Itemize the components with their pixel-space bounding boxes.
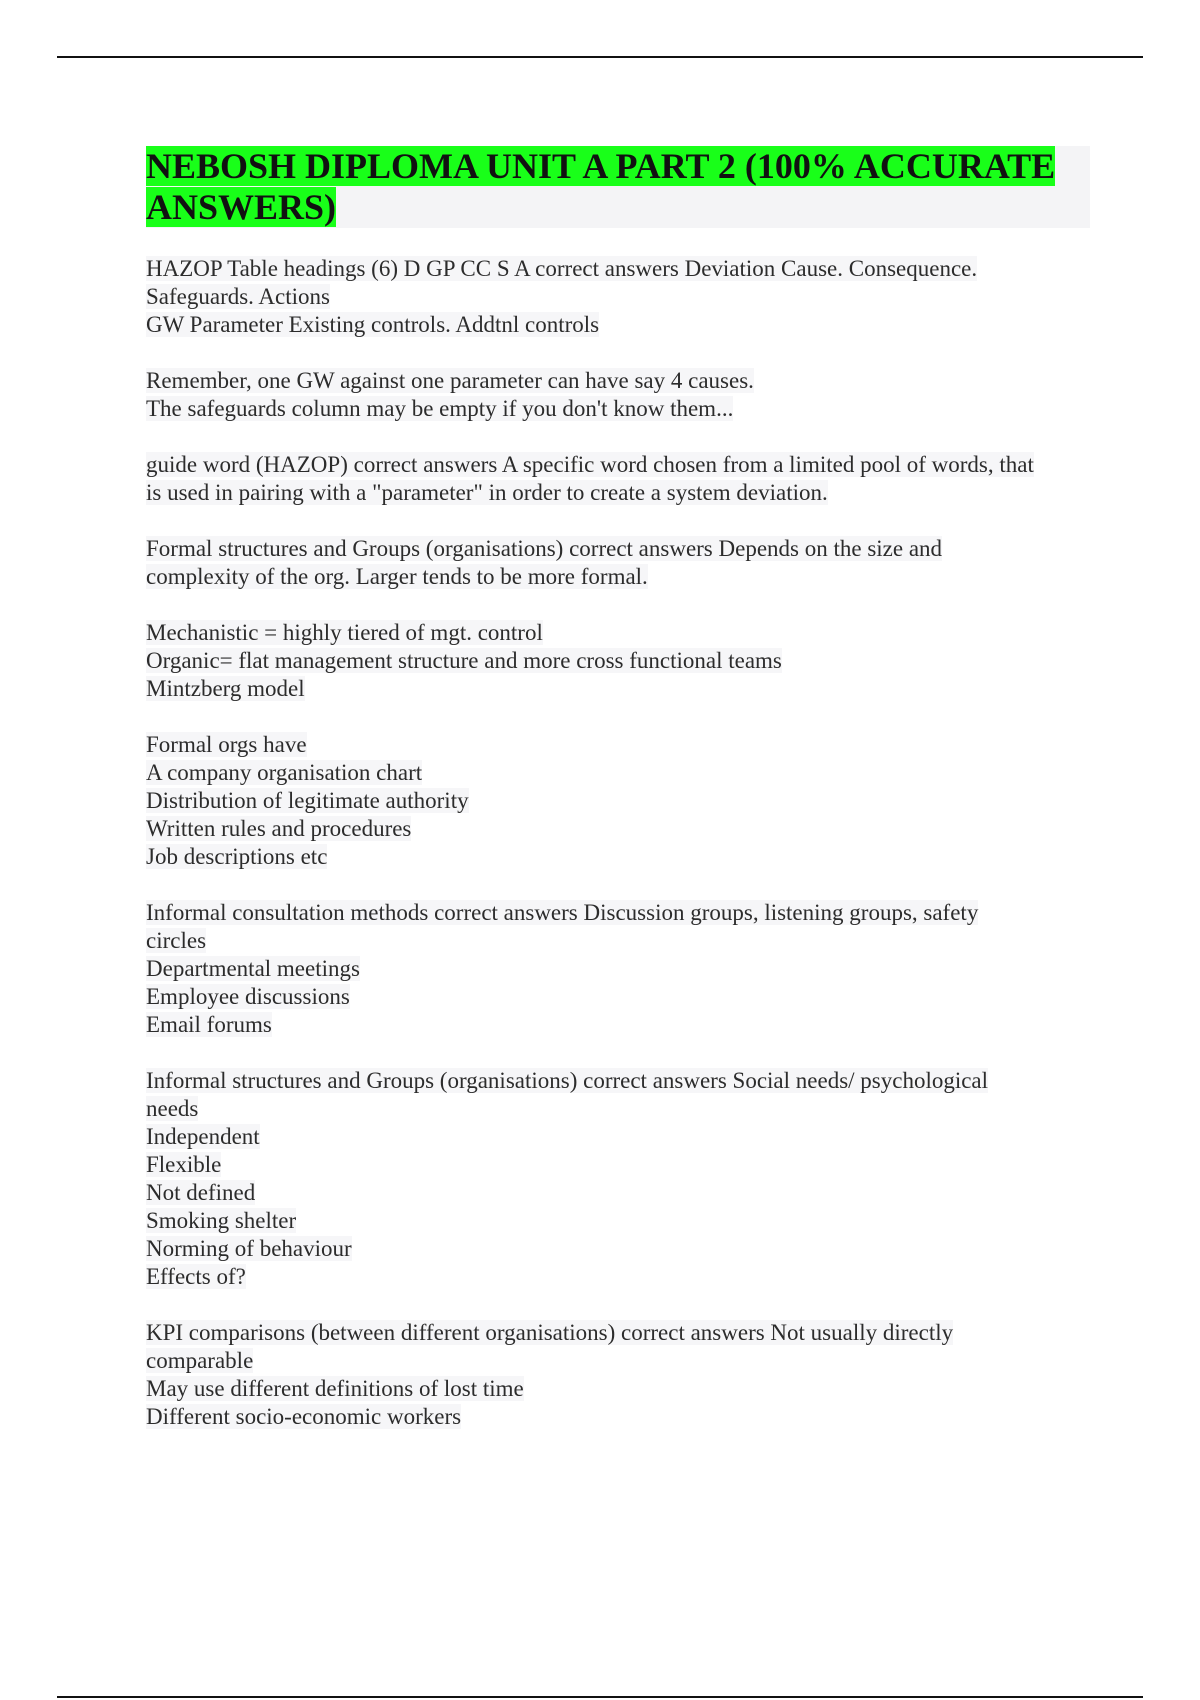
text-line: complexity of the org. Larger tends to be more formal. bbox=[146, 564, 648, 589]
text-line: Mechanistic = highly tiered of mgt. control bbox=[146, 620, 543, 645]
text-line: Remember, one GW against one parameter can have say 4 causes. bbox=[146, 368, 754, 393]
text-line: guide word (HAZOP) correct answers A specific word chosen from a limited pool of words, that bbox=[146, 452, 1034, 477]
paragraph-formal-structures bbox=[146, 535, 1086, 591]
text-line: is used in pairing with a "parameter" in order to create a system deviation. bbox=[146, 480, 828, 505]
text-line: Mintzberg model bbox=[146, 676, 305, 701]
text-line: GW Parameter Existing controls. Addtnl controls bbox=[146, 312, 600, 337]
paragraph-gw-note bbox=[146, 367, 1086, 423]
paragraph-guide-word bbox=[146, 451, 1086, 507]
text-line: Distribution of legitimate authority bbox=[146, 788, 469, 813]
text-line: Employee discussions bbox=[146, 984, 350, 1009]
text-line: Written rules and procedures bbox=[146, 816, 412, 841]
text-line: HAZOP Table headings (6) D GP CC S A correct answers Deviation Cause. Consequence. bbox=[146, 256, 978, 281]
text-line: KPI comparisons (between different organisations) correct answers Not usually directly bbox=[146, 1320, 954, 1345]
text-line: Job descriptions etc bbox=[146, 844, 328, 869]
text-line: Independent bbox=[146, 1124, 260, 1149]
document-title: NEBOSH DIPLOMA UNIT A PART 2 (100% ACCURATE ANSWERS) bbox=[146, 146, 1056, 227]
paragraph-informal-structures bbox=[146, 1067, 1086, 1291]
text-line: Departmental meetings bbox=[146, 956, 360, 981]
text-line: Informal consultation methods correct answers Discussion groups, listening groups, safety bbox=[146, 900, 979, 925]
text-line: Flexible bbox=[146, 1152, 222, 1177]
document-body bbox=[146, 255, 1086, 1459]
text-line: Smoking shelter bbox=[146, 1208, 297, 1233]
paragraph-kpi-comparisons bbox=[146, 1319, 1086, 1431]
text-line: Formal structures and Groups (organisations) correct answers Depends on the size and bbox=[146, 536, 943, 561]
paragraph-formal-orgs bbox=[146, 731, 1086, 871]
text-line: Not defined bbox=[146, 1180, 256, 1205]
text-line: Email forums bbox=[146, 1012, 272, 1037]
footer-rule bbox=[57, 1696, 1143, 1698]
text-line: comparable bbox=[146, 1348, 254, 1373]
text-line: May use different definitions of lost time bbox=[146, 1376, 524, 1401]
paragraph-hazop-headings bbox=[146, 255, 1086, 339]
text-line: Formal orgs have bbox=[146, 732, 307, 757]
text-line: The safeguards column may be empty if you don't know them... bbox=[146, 396, 734, 421]
text-line: Informal structures and Groups (organisations) correct answers Social needs/ psychological bbox=[146, 1068, 989, 1093]
text-line: Organic= flat management structure and more cross functional teams bbox=[146, 648, 782, 673]
paragraph-informal-consultation bbox=[146, 899, 1086, 1039]
text-line: circles bbox=[146, 928, 207, 953]
text-line: Norming of behaviour bbox=[146, 1236, 352, 1261]
title-block bbox=[146, 146, 1090, 228]
text-line: Safeguards. Actions bbox=[146, 284, 330, 309]
header-rule bbox=[57, 56, 1143, 58]
text-line: A company organisation chart bbox=[146, 760, 423, 785]
text-line: needs bbox=[146, 1096, 199, 1121]
text-line: Effects of? bbox=[146, 1264, 246, 1289]
text-line: Different socio-economic workers bbox=[146, 1404, 462, 1429]
paragraph-mechanistic-organic bbox=[146, 619, 1086, 703]
